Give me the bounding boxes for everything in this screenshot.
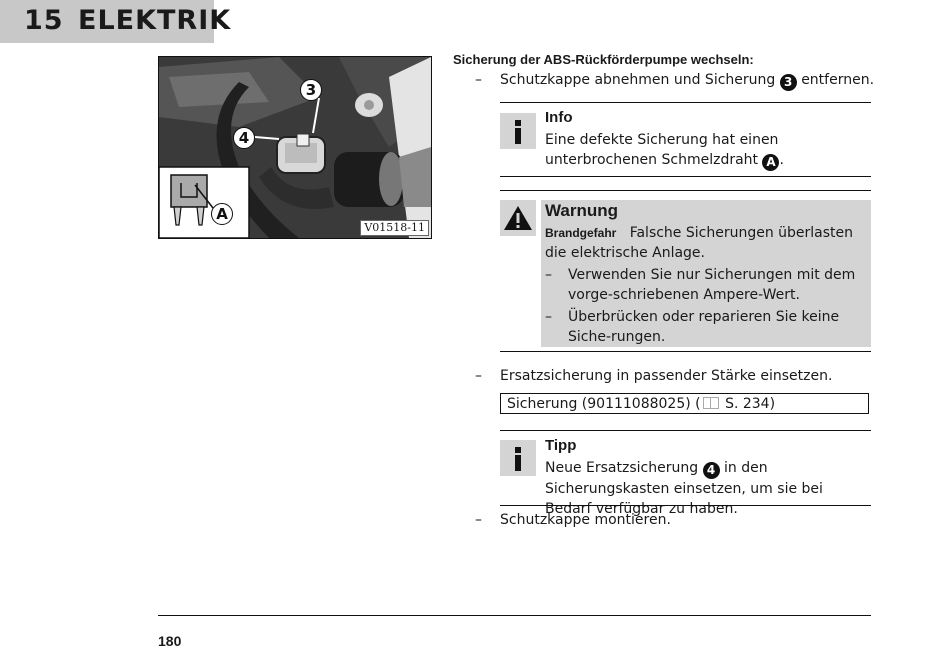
warning-text: Brandgefahr Falsche Sicherungen überlasten die elektrische Anlage. <box>545 225 854 261</box>
step-text: Ersatzsicherung in passender Stärke einsetzen. <box>500 368 833 384</box>
chapter-number: 15 <box>24 5 64 36</box>
info-top-rule <box>500 102 871 103</box>
callout-4: 4 <box>233 127 255 149</box>
step-text: Schutzkappe abnehmen und Sicherung 3 entfernen. <box>500 72 875 89</box>
tip-title: Tipp <box>545 437 577 454</box>
fuse-photo-illustration <box>159 57 431 238</box>
ref-3-icon: 3 <box>780 74 797 91</box>
warning-top-rule <box>500 190 871 191</box>
warning-list <box>545 265 867 347</box>
ref-4-icon: 4 <box>703 462 720 479</box>
warning-bottom-rule <box>500 351 871 352</box>
info-icon <box>500 113 536 149</box>
tip-bottom-rule <box>500 505 871 506</box>
step-text: Schutzkappe montieren. <box>500 512 671 528</box>
tip-top-rule <box>500 430 871 431</box>
tip-text: Neue Ersatzsicherung 4 in den Sicherungskasten einsetzen, um sie bei Bedarf verfügbar zu haben. <box>545 460 823 517</box>
callout-a: A <box>211 203 233 225</box>
warning-list-item: – Überbrücken oder reparieren Sie keine Siche-rungen. <box>545 309 840 345</box>
warning-lead: Brandgefahr <box>545 226 617 240</box>
info-text: Eine defekte Sicherung hat einen unterbrochenen Schmelzdraht A . <box>545 132 784 169</box>
callout-3: 3 <box>300 79 322 101</box>
page-number: 180 <box>158 633 182 649</box>
instructions <box>453 52 873 67</box>
warning-icon <box>500 200 536 236</box>
spec-box: Sicherung (90111088025) ( S. 234) <box>500 393 869 414</box>
book-icon <box>703 397 719 409</box>
footer-rule <box>158 615 871 616</box>
chapter-tab <box>0 0 232 43</box>
step-dash: – <box>475 72 482 88</box>
fuse-photo <box>158 56 432 239</box>
info-bottom-rule <box>500 176 871 177</box>
section-heading: Sicherung der ABS-Rückförderpumpe wechseln: <box>453 52 754 67</box>
ref-a-icon: A <box>762 154 779 171</box>
chapter-title: ELEKTRIK <box>78 5 232 36</box>
figure-code: V01518-11 <box>360 220 429 236</box>
info-title: Info <box>545 109 573 126</box>
warning-list-item: – Verwenden Sie nur Sicherungen mit dem vorge-schriebenen Ampere-Wert. <box>545 267 856 303</box>
warning-title: Warnung <box>545 201 619 220</box>
tip-icon <box>500 440 536 476</box>
page-reference[interactable]: S. 234) <box>725 396 776 412</box>
